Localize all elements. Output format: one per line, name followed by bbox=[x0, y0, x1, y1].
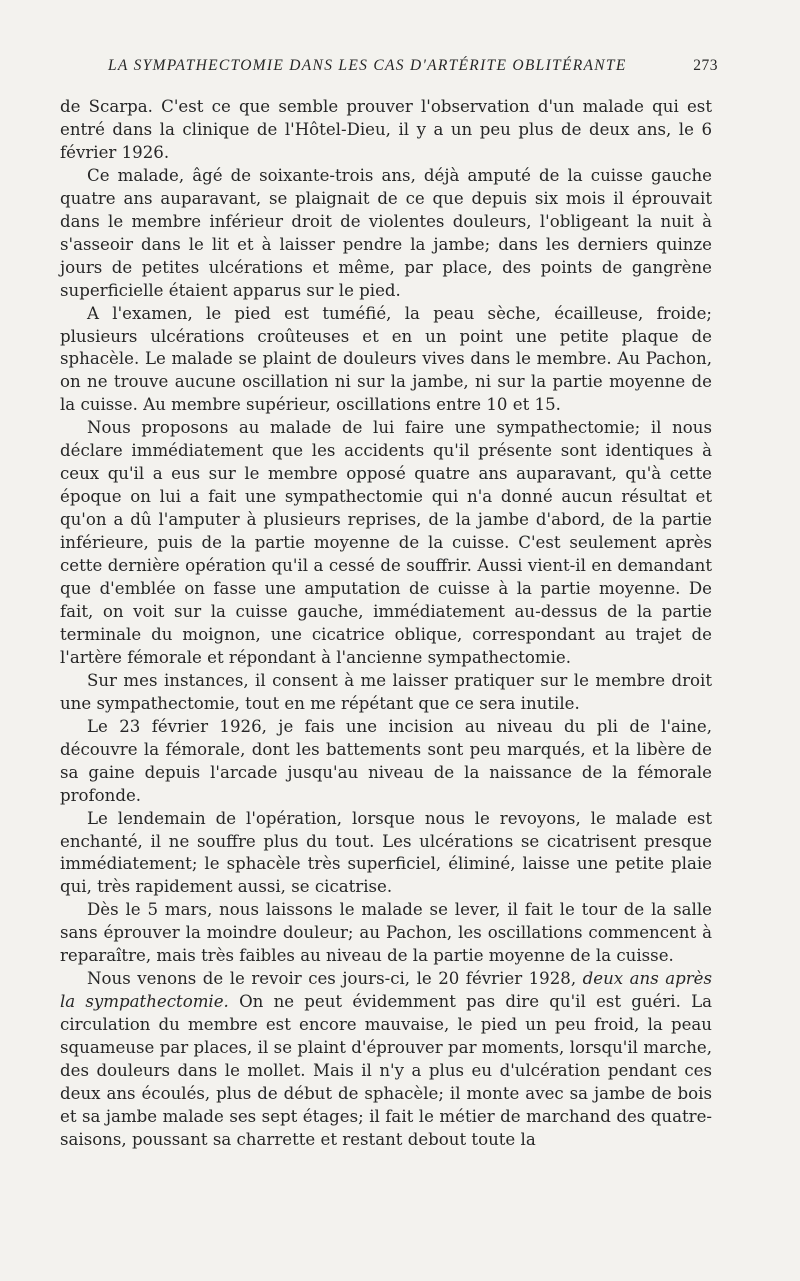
running-title: LA SYMPATHECTOMIE DANS LES CAS D'ARTÉRITE OBLITÉRANTE bbox=[108, 57, 627, 74]
body-text bbox=[60, 96, 712, 1152]
paragraph-9-end: On ne peut évidemment pas dire qu'il est guéri. La circulation du membre est encore mauvaise, le pied un peu froid, la peau squameuse par places, il se plaint d'éprouver par moments, lorsqu'il marche, des douleurs dans le mollet. Mais il n'y a plus eu d'ulcération pendant ces deux ans écoulés, plus de début de sphacèle; il monte avec sa jambe de bois et sa jambe malade ses sept étages; il fait le métier de marchand des quatre-saisons, poussant sa charrette et restant debout toute la bbox=[60, 992, 712, 1149]
paragraph-1: de Scarpa. C'est ce que semble prouver l'observation d'un malade qui est entré dans la clinique de l'Hôtel-Dieu, il y a un peu plus de deux ans, le 6 février 1926. bbox=[60, 97, 712, 162]
paragraph-3: A l'examen, le pied est tuméfié, la peau sèche, écailleuse, froide; plusieurs ulcérations croûteuses et en un point une petite plaque de sphacèle. Le malade se plaint de douleurs vives dans le membre. Au Pachon, on ne trouve aucune oscillation ni sur la jambe, ni sur la partie moyenne de la cuisse. Au membre supérieur, oscillations entre 10 et 15. bbox=[60, 303, 712, 415]
page-number: 273 bbox=[693, 57, 718, 74]
paragraph-8: Dès le 5 mars, nous laissons le malade se lever, il fait le tour de la salle sans éprouver la moindre douleur; au Pachon, les oscillations commencent à reparaître, mais très faibles au niveau de la partie moyenne de la cuisse. bbox=[60, 900, 712, 966]
paragraph-6: Le 23 février 1926, je fais une incision au niveau du pli de l'aine, découvre la fémorale, dont les battements sont peu marqués, et la libère de sa gaine depuis l'arcade jusqu'au niveau de la naissance de la fémorale profonde. bbox=[60, 716, 712, 805]
paragraph-9-start: Nous venons de le revoir ces jours-ci, le 20 février 1928, bbox=[87, 969, 577, 989]
paragraph-9 bbox=[60, 968, 712, 1152]
running-header bbox=[108, 57, 718, 79]
paragraph-7: Le lendemain de l'opération, lorsque nous le revoyons, le malade est enchanté, il ne souffre plus du tout. Les ulcérations se cicatrisent presque immédiatement; le sphacèle très superficiel, éliminé, laisse une petite plaie qui, très rapidement aussi, se cicatrise. bbox=[60, 808, 712, 897]
paragraph-4: Nous proposons au malade de lui faire une sympathectomie; il nous déclare immédiatement que les accidents qu'il présente sont identiques à ceux qu'il a eus sur le membre opposé quatre ans auparavant, qu'à cette époque on lui a fait une sympathectomie qui n'a donné aucun résultat et qu'on a dû l'amputer à plusieurs reprises, de la jambe d'abord, de la partie inférieure, puis de la partie moyenne de la cuisse. C'est seulement après cette dernière opération qu'il a cessé de souffrir. Aussi vient-il en demandant que d'emblée on fasse une amputation de cuisse à la partie moyenne. De fait, on voit sur la cuisse gauche, immédiatement au-dessus de la partie terminale du moignon, une cicatrice oblique, correspondant au trajet de l'artère fémorale et répondant à l'ancienne sympathectomie. bbox=[60, 418, 712, 667]
paragraph-5: Sur mes instances, il consent à me laisser pratiquer sur le membre droit une sympathectomie, tout en me répétant que ce sera inutile. bbox=[60, 670, 712, 713]
italic-phrase: deux ans après la sympathectomie. bbox=[60, 969, 712, 1012]
paragraph-2: Ce malade, âgé de soixante-trois ans, déjà amputé de la cuisse gauche quatre ans auparavant, se plaignait de ce que depuis six mois il éprouvait dans le membre inférieur droit de violentes douleurs, l'obligeant la nuit à s'asseoir dans le lit et à laisser pendre la jambe; dans les derniers quinze jours de petites ulcérations et même, par place, des points de gangrène superficielle étaient apparus sur le pied. bbox=[60, 165, 712, 300]
